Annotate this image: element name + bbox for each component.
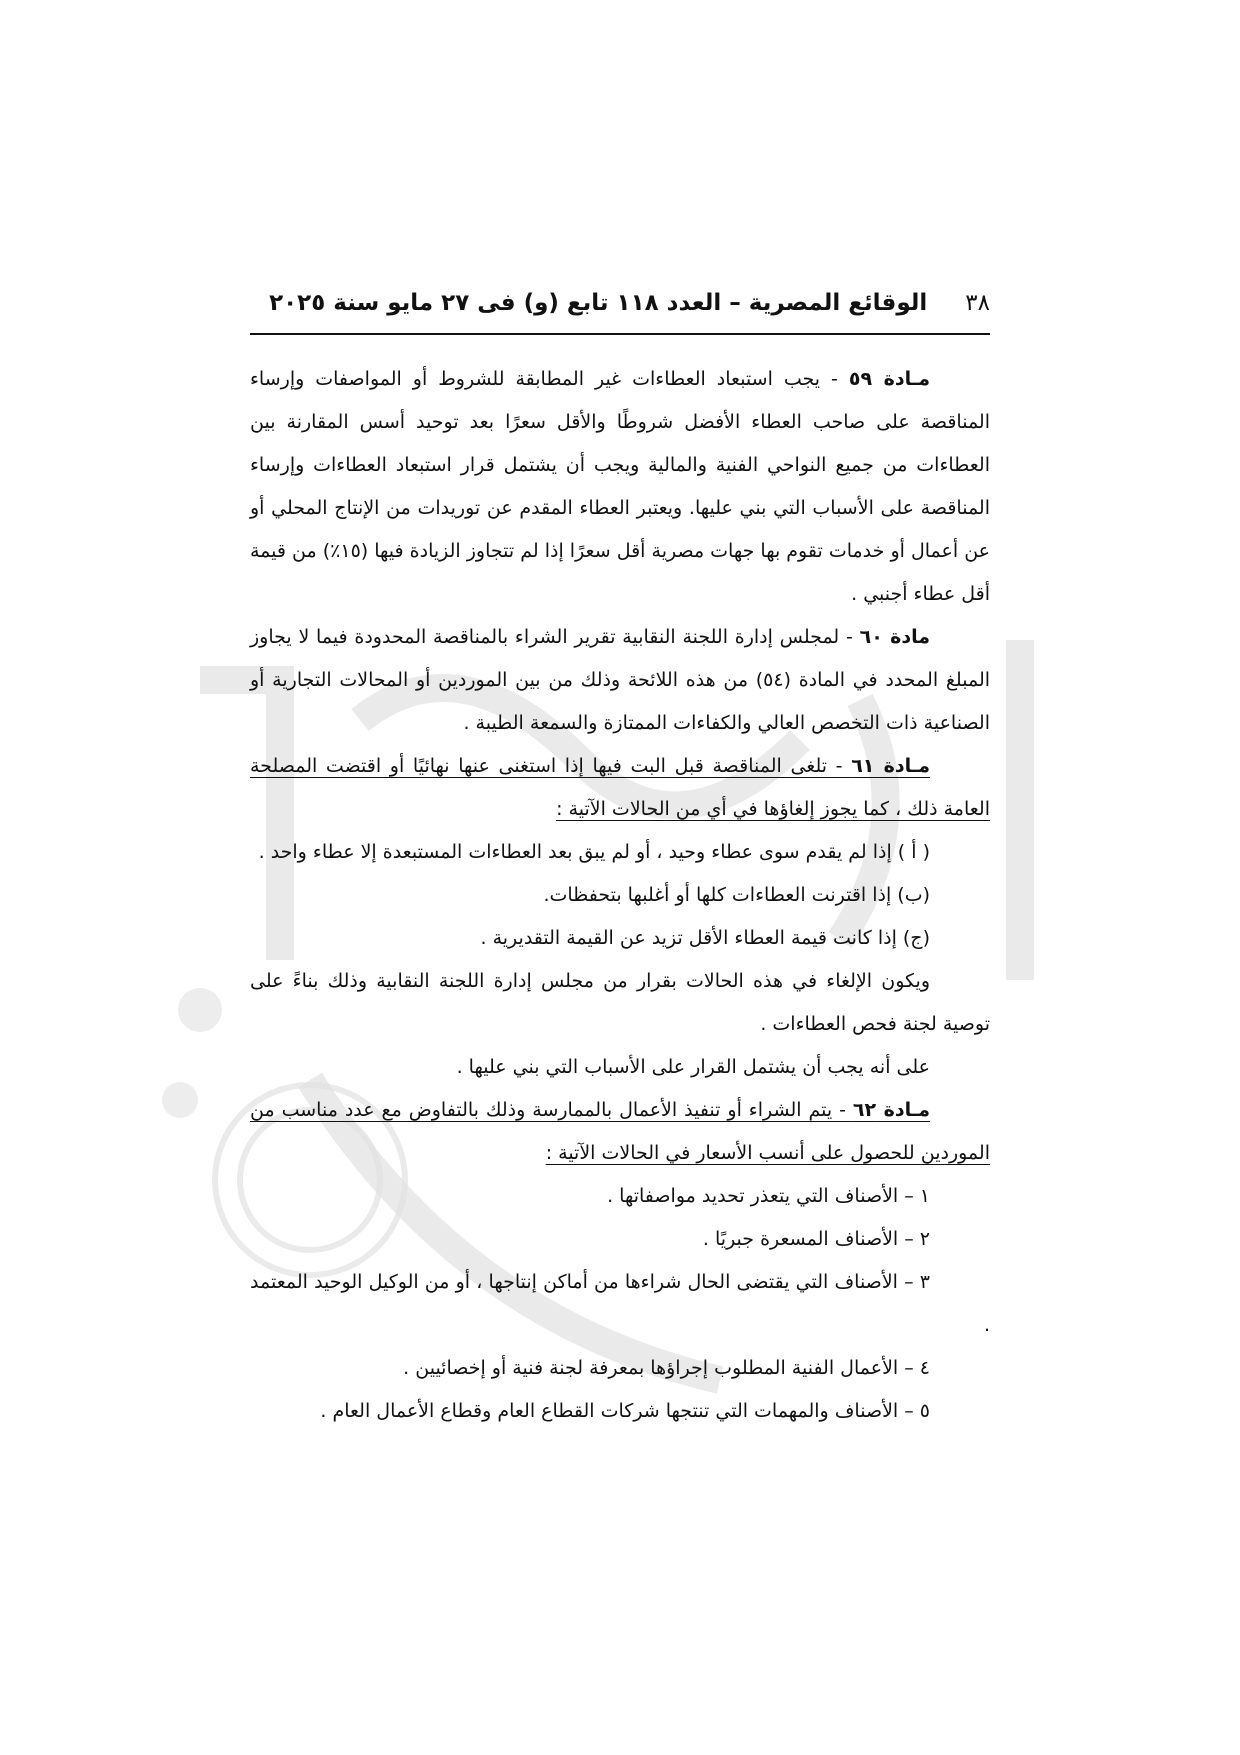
page-number: ٣٨: [965, 290, 990, 316]
article-61-item-c: (ج) إذا كانت قيمة العطاء الأقل تزيد عن القيمة التقديرية .: [480, 927, 930, 949]
document-body: [250, 358, 990, 1433]
article-62-heading: [250, 1099, 990, 1164]
article-62-item-2: ٢ – الأصناف المسعرة جبريًا .: [702, 1228, 930, 1250]
page-header: [250, 282, 990, 324]
article-62-label: مـادة ٦٢: [852, 1099, 930, 1121]
article-61-text: - تلغى المناقصة قبل البت فيها إذا استغنى عنها نهائيًا أو اقتضت المصلحة العامة ذلك ، كما يجوز إلغاؤها في أي من الحالات الآتية :: [250, 755, 990, 820]
article-62-item-3: ٣ – الأصناف التي يقتضى الحال شراءها من أماكن إنتاجها ، أو من الوكيل الوحيد المعتمد .: [250, 1271, 990, 1336]
article-60-text: - لمجلس إدارة اللجنة النقابية تقرير الشراء بالمناقصة المحدودة فيما لا يجاوز المبلغ المحدد في المادة (٥٤) من هذه اللائحة وذلك من بين الموردين أو المحالات التجارية أو الصناعية ذات التخصص العالي والكفاءات الممتازة والسمعة الطيبة .: [250, 626, 991, 734]
article-62-item-4: ٤ – الأعمال الفنية المطلوب إجراؤها بمعرفة لجنة فنية أو إخصائيين .: [403, 1357, 930, 1379]
header-divider: [250, 333, 990, 335]
article-59-label: مـادة ٥٩: [848, 368, 930, 390]
article-61-heading: [250, 755, 990, 820]
article-61-label: مـادة ٦١: [851, 755, 930, 777]
article-61: [250, 745, 990, 831]
article-62-item-1: ١ – الأصناف التي يتعذر تحديد مواصفاتها .: [607, 1185, 930, 1207]
article-59: [250, 358, 990, 616]
article-59-text: - يجب استبعاد العطاءات غير المطابقة للشروط أو المواصفات وإرساء المناقصة على صاحب العطاء الأفضل شروطًا والأقل سعرًا بعد توحيد أسس المقارنة بين العطاءات من جميع النواحي الفنية والمالية ويجب أن يشتمل قرار استبعاد العطاءات وإرساء المناقصة على الأسباب التي بني عليها. ويعتبر العطاء المقدم عن توريدات من الإنتاج المحلي أو عن أعمال أو خدمات تقوم بها جهات مصرية أقل سعرًا إذا لم تتجاوز الزيادة فيها (١٥٪) من قيمة أقل عطاء أجنبي .: [250, 368, 991, 605]
article-61-item-a: ( أ ) إذا لم يقدم سوى عطاء وحيد ، أو لم يبق بعد العطاءات المستبعدة إلا عطاء واحد .: [258, 841, 930, 863]
article-62-item-5: ٥ – الأصناف والمهمات التي تنتجها شركات القطاع العام وقطاع الأعمال العام .: [320, 1400, 930, 1422]
article-60-label: مادة ٦٠: [859, 626, 930, 648]
article-61-item-b: (ب) إذا اقترنت العطاءات كلها أو أغلبها بتحفظات.: [543, 884, 930, 906]
article-62-text: - يتم الشراء أو تنفيذ الأعمال بالممارسة وذلك بالتفاوض مع عدد مناسب من الموردين للحصول على أنسب الأسعار في الحالات الآتية :: [250, 1099, 990, 1164]
article-62: [250, 1089, 990, 1175]
article-60: [250, 616, 990, 745]
article-61-cancel-clause: ويكون الإلغاء في هذه الحالات بقرار من مجلس إدارة اللجنة النقابية وذلك بناءً على توصية لجنة فحص العطاءات .: [250, 970, 990, 1035]
gazette-title: الوقائع المصرية – العدد ١١٨ تابع (و) فى ٢٧ مايو سنة ٢٠٢٥: [269, 290, 928, 316]
article-61-reasons-clause: على أنه يجب أن يشتمل القرار على الأسباب التي بني عليها .: [456, 1056, 930, 1078]
